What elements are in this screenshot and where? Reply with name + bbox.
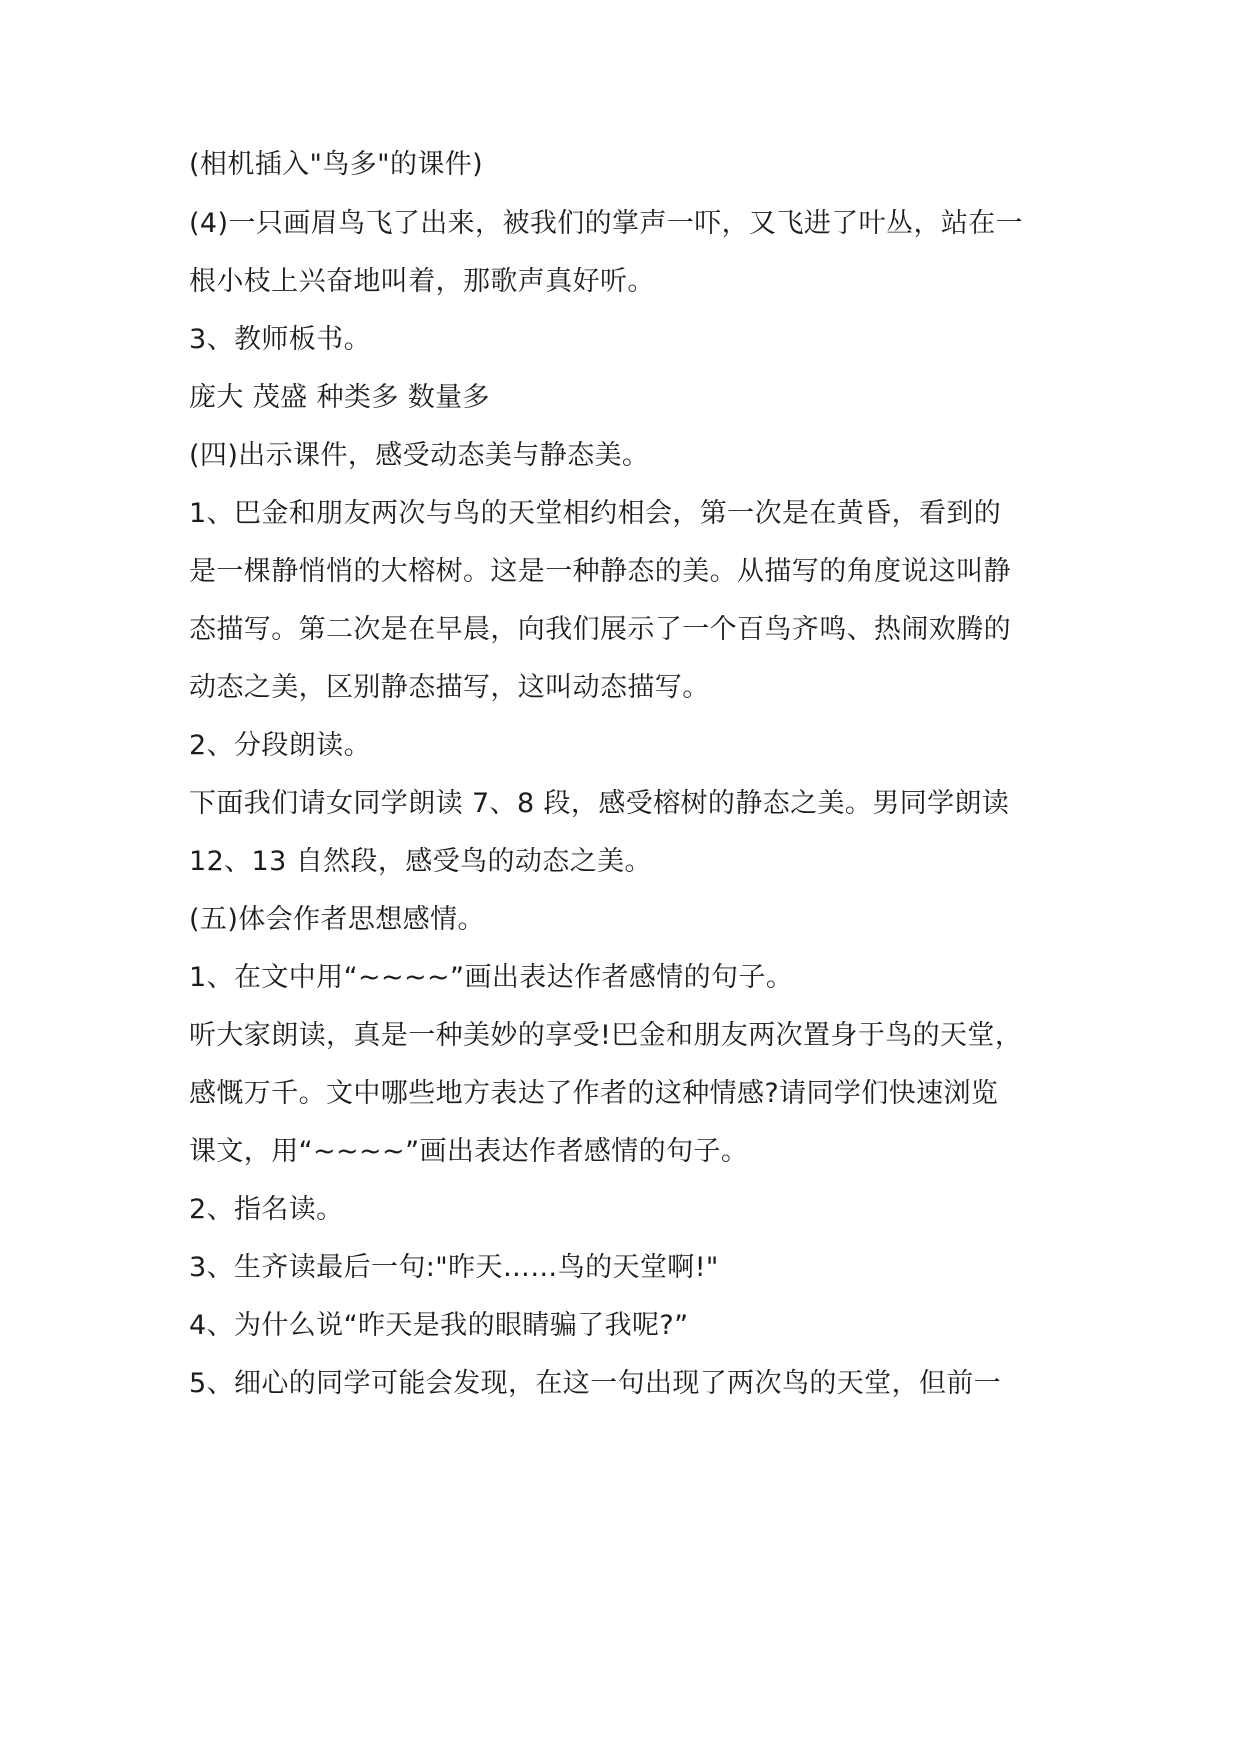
- text-line: 课文，用“~~~~”画出表达作者感情的句子。: [189, 1136, 749, 1167]
- text-line: 12、13 自然段，感受鸟的动态之美。: [189, 846, 652, 877]
- text-line: 3、生齐读最后一句:"昨天……鸟的天堂啊!": [189, 1252, 719, 1283]
- text-line: 是一棵静悄悄的大榕树。这是一种静态的美。从描写的角度说这叫静: [189, 556, 1011, 587]
- text-line: (五)体会作者思想感情。: [189, 904, 485, 935]
- text-line: 庞大 茂盛 种类多 数量多: [189, 382, 490, 413]
- text-line: 1、在文中用“~~~~”画出表达作者感情的句子。: [189, 962, 794, 993]
- text-line: 3、教师板书。: [189, 324, 371, 355]
- text-line: 下面我们请女同学朗读 7、8 段，感受榕树的静态之美。男同学朗读: [189, 788, 1010, 819]
- text-line: 2、分段朗读。: [189, 730, 371, 761]
- text-line: 根小枝上兴奋地叫着，那歌声真好听。: [189, 266, 655, 297]
- text-line: 动态之美，区别静态描写，这叫动态描写。: [189, 672, 710, 703]
- text-line: 5、细心的同学可能会发现，在这一句出现了两次鸟的天堂，但前一: [189, 1368, 1002, 1399]
- text-line: (四)出示课件，感受动态美与静态美。: [189, 440, 650, 471]
- text-line: 2、指名读。: [189, 1194, 344, 1225]
- text-line: (4)一只画眉鸟飞了出来，被我们的掌声一吓，又飞进了叶丛，站在一: [189, 208, 1024, 239]
- text-line: (相机插入"鸟多"的课件): [189, 149, 484, 180]
- text-line: 感慨万千。文中哪些地方表达了作者的这种情感?请同学们快速浏览: [189, 1078, 999, 1109]
- text-line: 4、为什么说“昨天是我的眼睛骗了我呢?”: [189, 1310, 689, 1341]
- text-line: 听大家朗读，真是一种美妙的享受!巴金和朋友两次置身于鸟的天堂，: [189, 1020, 1023, 1051]
- text-line: 态描写。第二次是在早晨，向我们展示了一个百鸟齐鸣、热闹欢腾的: [189, 614, 1011, 645]
- text-line: 1、巴金和朋友两次与鸟的天堂相约相会，第一次是在黄昏，看到的: [189, 498, 1002, 529]
